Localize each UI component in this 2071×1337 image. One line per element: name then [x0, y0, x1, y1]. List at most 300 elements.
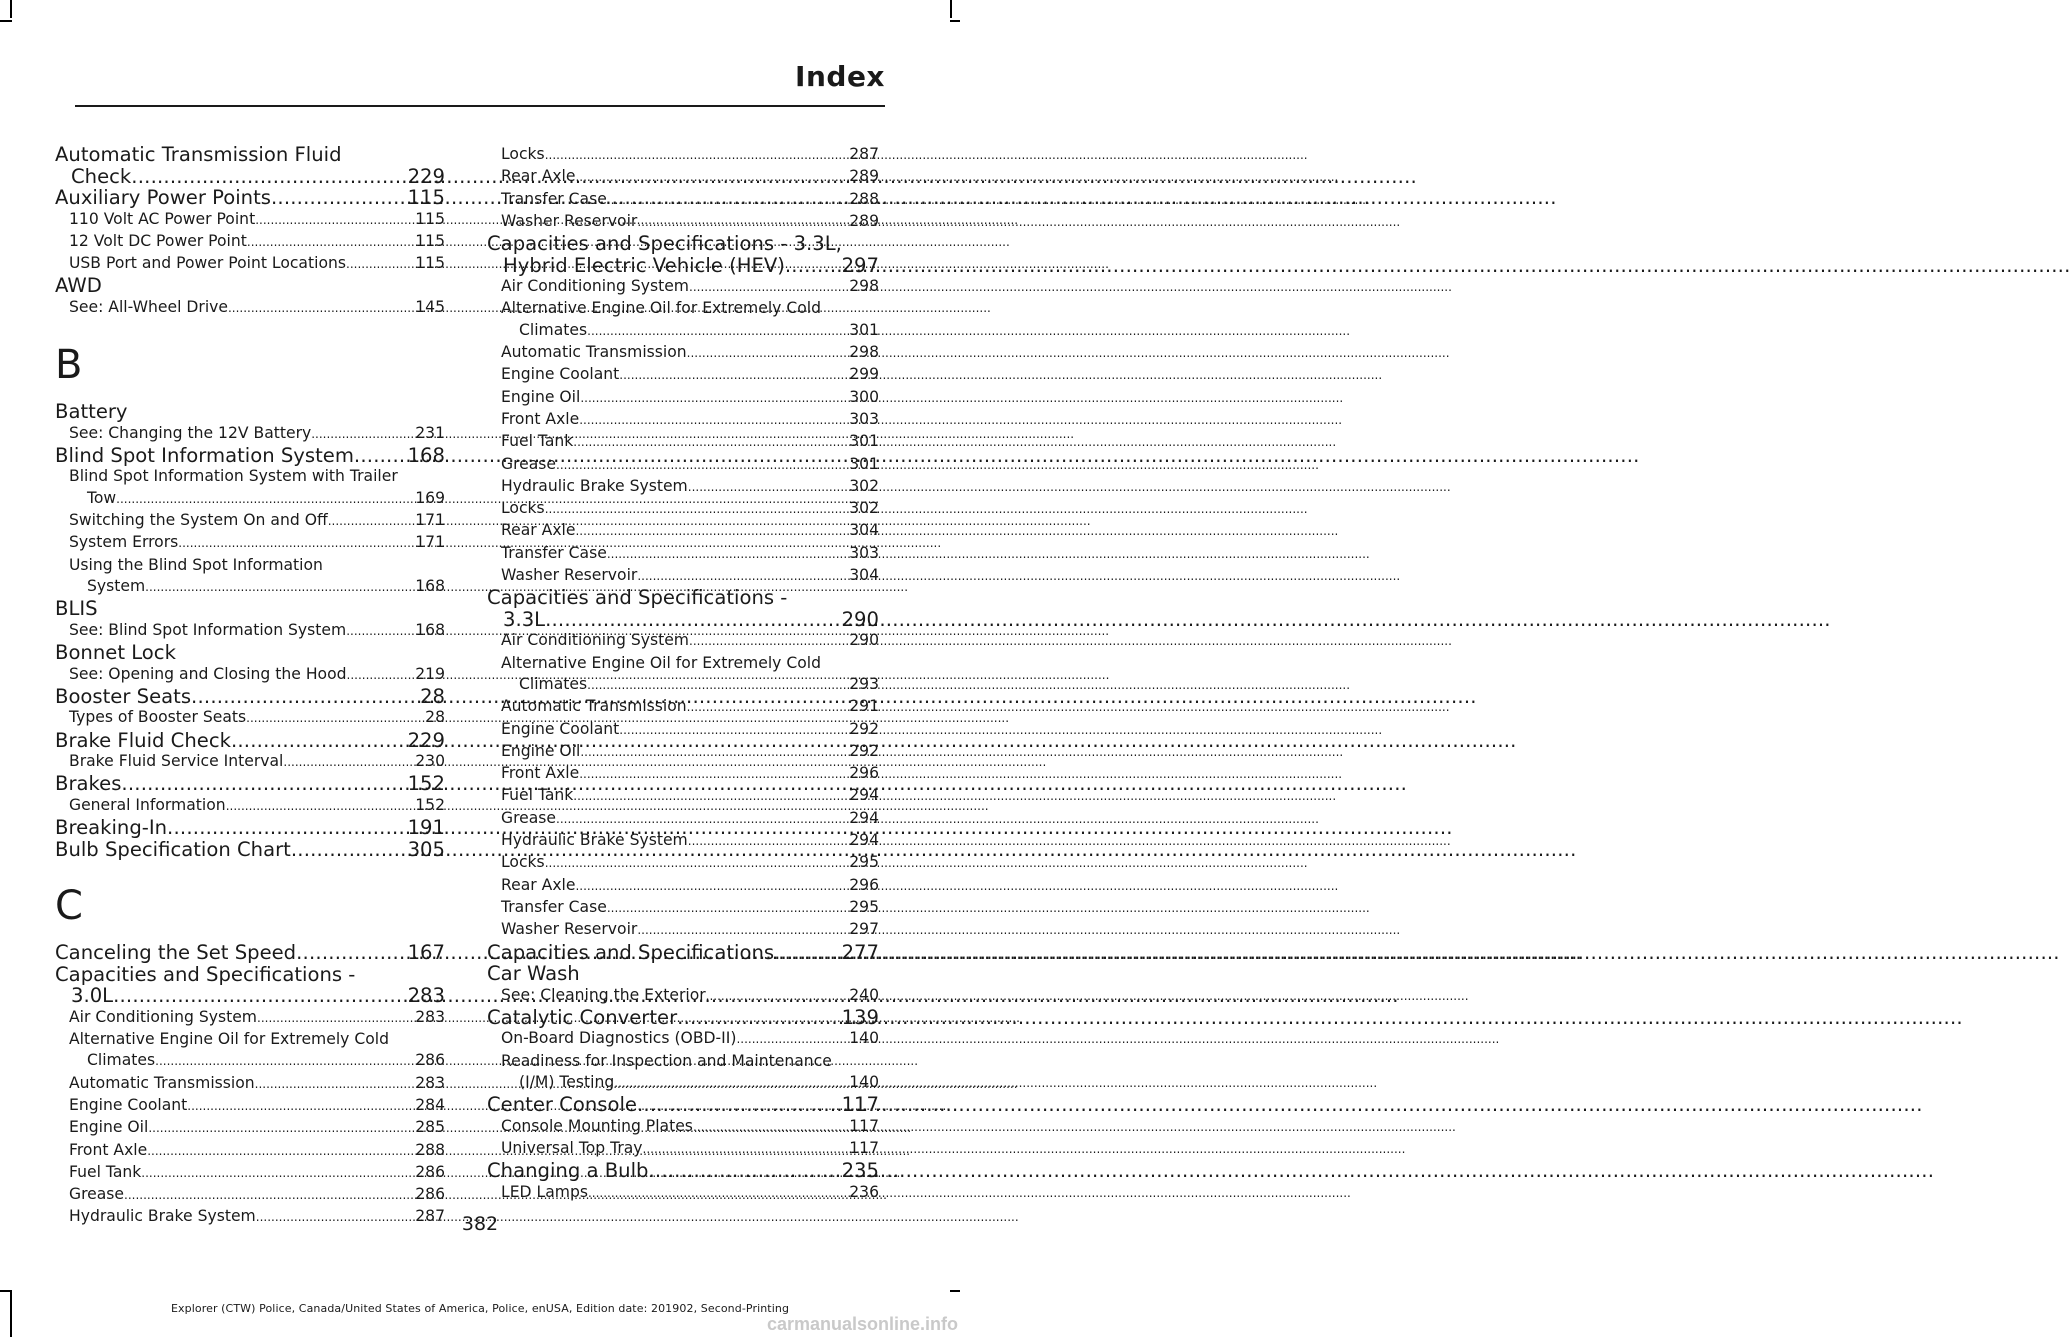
entry-text: Bulb Specification Chart [55, 837, 291, 861]
entry-text: Locks [501, 145, 545, 163]
dot-leader [291, 839, 408, 861]
dot-leader [148, 1118, 415, 1139]
dot-leader [774, 942, 842, 964]
entry-line [501, 696, 879, 718]
entry-line [501, 630, 879, 652]
page-reference[interactable]: 296 [849, 764, 879, 783]
page-reference[interactable]: 168 [415, 576, 445, 595]
page-reference[interactable]: 28 [420, 684, 445, 708]
dot-leader [580, 388, 849, 409]
dot-leader [575, 876, 849, 897]
index-entry[interactable] [55, 686, 445, 708]
index-entry[interactable] [487, 1094, 879, 1116]
entry-text: Hydraulic Brake System [501, 476, 688, 495]
page-reference[interactable]: 230 [415, 752, 445, 771]
entry-line [55, 642, 445, 664]
dot-leader [556, 809, 849, 830]
page-reference[interactable]: 283 [415, 1007, 445, 1026]
page-reference[interactable]: 191 [407, 816, 445, 840]
page-reference[interactable]: 298 [849, 277, 879, 296]
dot-leader [579, 410, 849, 431]
entry-text: Automatic Transmission [69, 1073, 255, 1092]
index-subentry[interactable] [487, 1028, 879, 1050]
entry-text: Types of Booster Seats [69, 708, 247, 727]
entry-line [501, 166, 879, 188]
page-reference[interactable]: 297 [841, 253, 879, 277]
entry-text: Blind Spot Information System [55, 443, 354, 467]
index-subentry[interactable] [487, 342, 879, 364]
entry-line [69, 1095, 445, 1117]
dot-leader [121, 773, 407, 795]
entry-line [487, 942, 879, 964]
page-reference[interactable]: 296 [849, 875, 879, 894]
page-reference[interactable]: 168 [407, 443, 445, 467]
entry-text: Locks [501, 499, 545, 518]
entry-line [501, 808, 879, 830]
page-reference[interactable]: 219 [415, 664, 445, 683]
page-reference[interactable]: 140 [849, 1029, 879, 1048]
entry-line [501, 543, 879, 565]
index-subentry[interactable] [487, 875, 879, 897]
page-reference[interactable]: 300 [849, 387, 879, 406]
entry-text: Automatic Transmission Fluid [55, 143, 342, 166]
index-entry[interactable] [55, 187, 445, 209]
page-reference[interactable]: 168 [415, 620, 445, 639]
dot-leader [167, 817, 408, 839]
page-reference[interactable]: 169 [415, 488, 445, 507]
dot-leader [545, 499, 850, 520]
page-reference[interactable]: 145 [415, 297, 445, 316]
page-reference[interactable]: 28 [425, 708, 445, 727]
index-subentry[interactable] [55, 209, 445, 231]
page-reference[interactable]: 299 [849, 365, 879, 384]
entry-line [501, 1116, 879, 1138]
page-reference[interactable]: 171 [415, 511, 445, 530]
page-reference[interactable]: 295 [849, 853, 879, 872]
index-subentry[interactable] [487, 543, 879, 565]
page-reference[interactable]: 283 [407, 984, 445, 1008]
dot-leader [736, 1029, 849, 1050]
index-subentry[interactable] [487, 897, 879, 919]
dot-leader [141, 1163, 415, 1184]
dot-leader [347, 665, 416, 686]
page-reference[interactable]: 303 [849, 409, 879, 428]
dot-leader [247, 232, 415, 253]
page-reference[interactable]: 292 [849, 719, 879, 738]
page-reference[interactable]: 167 [407, 941, 445, 965]
entry-line [501, 741, 879, 763]
entry-line [501, 342, 879, 364]
watermark: carmanualsonline.info [766, 1314, 958, 1334]
page-reference[interactable]: 115 [415, 231, 445, 250]
dot-leader [113, 985, 408, 1007]
entry-line [487, 255, 879, 277]
index-subentry[interactable] [487, 409, 879, 431]
index-subentry[interactable] [55, 1029, 445, 1073]
index-entry[interactable] [487, 1007, 879, 1029]
index-entry[interactable] [487, 1160, 879, 1182]
entry-text: Car Wash [487, 962, 580, 985]
entry-text: Capacities and Specifications [487, 940, 775, 964]
index-subentry[interactable] [55, 620, 445, 642]
page-reference[interactable]: 286 [415, 1051, 445, 1070]
page-reference[interactable]: 303 [849, 543, 879, 562]
entry-text: Engine Oil [69, 1118, 149, 1137]
index-entry[interactable] [55, 445, 445, 467]
page-reference[interactable]: 304 [849, 566, 879, 585]
page-reference[interactable]: 115 [415, 209, 445, 228]
index-subentry[interactable] [55, 1184, 445, 1206]
entry-line [69, 532, 445, 554]
index-subentry[interactable] [487, 1182, 879, 1204]
dot-leader [688, 477, 849, 498]
page-reference[interactable]: 298 [849, 343, 879, 362]
entry-text: Grease [69, 1185, 125, 1204]
entry-text: Air Conditioning System [69, 1007, 258, 1026]
index-entry[interactable] [487, 963, 879, 985]
entry-line [69, 297, 445, 319]
index-subentry[interactable] [487, 387, 879, 409]
dot-leader [346, 254, 415, 275]
index-subentry[interactable] [487, 189, 879, 211]
entry-line [69, 510, 445, 532]
entry-text: Bonnet Lock [55, 641, 176, 665]
entry-text: Blind Spot Information System with Trailer [69, 467, 398, 486]
page-reference[interactable]: 288 [849, 189, 879, 208]
entry-line [501, 387, 879, 409]
index-subentry[interactable] [487, 431, 879, 453]
index-subentry[interactable] [55, 466, 445, 510]
page-reference[interactable]: 285 [415, 1118, 445, 1137]
index-subentry[interactable] [55, 664, 445, 686]
edition-note: Explorer (CTW) Police, Canada/United States of America, Police, enUSA, Edition date: 201902, Second-Printing [170, 1302, 790, 1315]
dot-leader [619, 720, 849, 741]
entry-text-continued: Tow [87, 488, 117, 507]
page-reference[interactable]: 139 [841, 1005, 879, 1029]
index-subentry[interactable] [487, 166, 879, 188]
entry-line [55, 187, 445, 209]
entry-text: Changing a Bulb [487, 1159, 649, 1183]
index-subentry[interactable] [55, 423, 445, 445]
index-subentry[interactable] [55, 1117, 445, 1139]
dot-leader [689, 631, 849, 652]
page-reference[interactable]: 294 [849, 808, 879, 827]
entry-text-continued: Climates [519, 320, 588, 339]
entry-text: Fuel Tank [501, 432, 574, 451]
entry-text: Automatic Transmission [501, 343, 687, 362]
index-subentry[interactable] [487, 1051, 879, 1095]
dot-leader [688, 831, 849, 852]
entry-line [487, 1160, 879, 1182]
index-subentry[interactable] [487, 696, 879, 718]
entry-line [501, 785, 879, 807]
index-subentry[interactable] [487, 454, 879, 476]
index-subentry[interactable] [487, 830, 879, 852]
index-subentry[interactable] [487, 919, 879, 941]
index-subentry[interactable] [487, 653, 879, 697]
entry-text: Hydraulic Brake System [69, 1207, 256, 1226]
dot-leader [706, 986, 850, 1007]
entry-text-continued: Check [71, 164, 132, 188]
index-subentry[interactable] [487, 211, 879, 233]
index-subentry[interactable] [487, 1138, 879, 1160]
index-subentry[interactable] [487, 630, 879, 652]
dot-leader [637, 212, 849, 233]
entry-line [55, 401, 445, 423]
entry-line [487, 609, 879, 631]
index-subentry[interactable] [487, 763, 879, 785]
page-reference[interactable]: 301 [849, 320, 879, 339]
index-subentry[interactable] [55, 707, 445, 729]
dot-leader [147, 1141, 415, 1162]
dot-leader [271, 187, 408, 209]
page-reference[interactable]: 287 [849, 145, 879, 163]
index-entry[interactable] [487, 233, 879, 276]
dot-leader [637, 1094, 842, 1116]
page-reference[interactable]: 290 [849, 631, 879, 650]
index-subentry[interactable] [487, 719, 879, 741]
entry-text: Battery [55, 400, 128, 424]
page-reference[interactable]: 301 [849, 454, 879, 473]
header-divider [75, 105, 885, 107]
entry-text: BLIS [55, 597, 98, 621]
page-reference[interactable]: 231 [415, 423, 445, 442]
page-reference[interactable]: 277 [841, 940, 879, 964]
entry-text: See: Cleaning the Exterior [501, 985, 706, 1004]
entry-line [501, 565, 879, 587]
page-reference[interactable]: 287 [415, 1207, 445, 1226]
entry-text-continued: 3.0L [71, 984, 114, 1008]
entry-line [501, 985, 879, 1007]
index-subentry[interactable] [487, 298, 879, 342]
dot-leader [693, 1117, 849, 1138]
page-reference[interactable]: 286 [415, 1185, 445, 1204]
entry-text: LED Lamps [501, 1182, 588, 1201]
page-reference[interactable]: 289 [849, 167, 879, 186]
entry-text: Readiness for Inspection and Maintenance [501, 1051, 832, 1070]
index-subentry[interactable] [487, 808, 879, 830]
entry-text: On-Board Diagnostics (OBD-II) [501, 1029, 737, 1048]
index-entry[interactable] [55, 642, 445, 664]
index-subentry[interactable] [487, 276, 879, 298]
entry-text: General Information [69, 795, 226, 814]
dot-leader [614, 1073, 849, 1094]
entry-line [69, 231, 445, 253]
index-entry[interactable] [55, 964, 445, 1007]
index-subentry[interactable] [487, 785, 879, 807]
entry-line [69, 1117, 445, 1139]
index-subentry[interactable] [55, 253, 445, 275]
entry-text: See: Blind Spot Information System [69, 620, 347, 639]
crop-mark [950, 0, 952, 18]
dot-leader [226, 796, 416, 817]
entry-text: Hydraulic Brake System [501, 831, 688, 850]
entry-line [487, 963, 879, 985]
index-subentry[interactable] [55, 1140, 445, 1162]
entry-text: Rear Axle [501, 521, 576, 540]
page-reference[interactable]: 284 [415, 1095, 445, 1114]
crop-mark [0, 1290, 12, 1292]
dot-leader [131, 166, 407, 188]
page-reference[interactable]: 171 [415, 533, 445, 552]
index-subentry[interactable] [487, 741, 879, 763]
page-reference[interactable]: 286 [415, 1162, 445, 1181]
index-entry[interactable] [55, 401, 445, 423]
dot-leader [311, 424, 415, 445]
page-reference[interactable]: 302 [849, 499, 879, 518]
index-subentry[interactable] [487, 364, 879, 386]
entry-text: Alternative Engine Oil for Extremely Cold [501, 299, 822, 318]
index-subentry[interactable] [55, 1095, 445, 1117]
page-reference[interactable]: 288 [415, 1140, 445, 1159]
page-reference[interactable]: 229 [407, 164, 445, 188]
page-reference[interactable]: 302 [849, 476, 879, 495]
page-reference[interactable]: 240 [849, 985, 879, 1004]
index-subentry[interactable] [487, 144, 879, 166]
dot-leader [556, 455, 849, 476]
page-reference[interactable]: 295 [849, 897, 879, 916]
entry-text: Brake Fluid Service Interval [69, 752, 284, 771]
entry-line [55, 445, 445, 467]
dot-leader [619, 365, 849, 386]
page-reference[interactable]: 140 [849, 1072, 879, 1091]
entry-line [501, 320, 879, 342]
entry-text: Transfer Case [501, 543, 607, 562]
index-entry[interactable] [55, 839, 445, 861]
index-entry[interactable] [55, 773, 445, 795]
page-reference[interactable]: 283 [415, 1073, 445, 1092]
entry-line [501, 1028, 879, 1050]
page-reference[interactable]: 236 [849, 1182, 879, 1201]
page-reference[interactable]: 115 [407, 186, 445, 209]
page-reference[interactable]: 289 [849, 211, 879, 230]
page-reference[interactable]: 117 [849, 1116, 879, 1135]
index-entry[interactable] [55, 942, 445, 964]
index-entry[interactable] [55, 598, 445, 620]
dot-leader [637, 920, 849, 941]
index-entry[interactable] [487, 587, 879, 630]
page-reference[interactable]: 294 [849, 831, 879, 850]
entry-text: Capacities and Specifications - [487, 586, 788, 610]
dot-leader [145, 577, 415, 598]
page-reference[interactable]: 293 [849, 674, 879, 693]
dot-leader [228, 298, 415, 319]
index-subentry[interactable] [55, 1162, 445, 1184]
page-title: Index [795, 60, 885, 93]
index-subentry[interactable] [487, 520, 879, 542]
entry-text: Engine Coolant [501, 719, 620, 738]
dot-leader [178, 533, 415, 554]
index-entry[interactable] [55, 817, 445, 839]
index-entry[interactable] [55, 275, 445, 297]
index-subentry[interactable] [487, 1116, 879, 1138]
page-reference[interactable]: 294 [849, 786, 879, 805]
entry-line [69, 1050, 445, 1072]
section-letter: B [55, 342, 83, 389]
index-subentry[interactable] [55, 1073, 445, 1095]
page-reference[interactable]: 292 [849, 741, 879, 760]
entry-line [501, 919, 879, 941]
entry-line [487, 1094, 879, 1116]
section-letter: C [55, 883, 83, 930]
index-subentry[interactable] [487, 476, 879, 498]
page-reference[interactable]: 117 [849, 1138, 879, 1157]
dot-leader [689, 277, 849, 298]
page-reference[interactable]: 152 [407, 772, 445, 796]
dot-leader [246, 708, 425, 729]
entry-text: 110 Volt AC Power Point [69, 209, 256, 228]
entry-line [69, 795, 445, 817]
entry-text: Canceling the Set Speed [55, 941, 297, 965]
entry-line [55, 839, 445, 861]
index-subentry[interactable] [55, 532, 445, 554]
entry-line [501, 144, 879, 166]
page-reference[interactable]: 229 [407, 728, 445, 752]
page-reference[interactable]: 152 [415, 795, 445, 814]
index-subentry[interactable] [55, 1007, 445, 1029]
index-subentry[interactable] [487, 565, 879, 587]
index-subentry[interactable] [487, 498, 879, 520]
dot-leader [785, 255, 842, 277]
page-reference[interactable]: 301 [849, 432, 879, 451]
entry-line [501, 476, 879, 498]
index-subentry[interactable] [55, 231, 445, 253]
index-subentry[interactable] [55, 751, 445, 773]
entry-line [501, 1182, 879, 1204]
entry-line [501, 409, 879, 431]
page-reference[interactable]: 297 [849, 920, 879, 939]
index-subentry[interactable] [55, 795, 445, 817]
dot-leader [573, 786, 849, 807]
entry-text: Washer Reservoir [501, 211, 638, 230]
entry-text: Front Axle [69, 1140, 148, 1159]
page-reference[interactable]: 304 [849, 521, 879, 540]
index-subentry[interactable] [55, 555, 445, 599]
page-reference[interactable]: 291 [849, 697, 879, 716]
dot-leader [283, 752, 415, 773]
entry-line [501, 276, 879, 298]
entry-line [69, 707, 445, 729]
entry-line [501, 189, 879, 211]
entry-line [501, 520, 879, 542]
dot-leader [588, 1183, 849, 1204]
entry-line [69, 1073, 445, 1095]
dot-leader [575, 521, 849, 542]
index-entry[interactable] [55, 144, 445, 187]
dot-leader [124, 1185, 415, 1206]
index-subentry[interactable] [55, 510, 445, 532]
index-subentry[interactable] [55, 297, 445, 319]
index-entry[interactable] [55, 730, 445, 752]
page-reference[interactable]: 290 [841, 607, 879, 631]
entry-text: Rear Axle [501, 875, 576, 894]
index-subentry[interactable] [487, 985, 879, 1007]
entry-line [501, 763, 879, 785]
dot-leader [255, 1074, 416, 1095]
page-reference[interactable]: 117 [841, 1093, 879, 1117]
entry-text: Engine Oil [501, 387, 581, 406]
entry-text: Capacities and Specifications - 3.3L, [487, 232, 842, 256]
entry-text-continued: Hybrid Electric Vehicle (HEV) [503, 253, 785, 277]
page-reference[interactable]: 115 [415, 254, 445, 273]
entry-text: Capacities and Specifications - [55, 962, 356, 986]
dot-leader [296, 942, 407, 964]
entry-line [501, 211, 879, 233]
index-entry[interactable] [487, 942, 879, 964]
page-reference[interactable]: 305 [407, 837, 445, 861]
page-reference[interactable]: 235 [841, 1159, 879, 1183]
index-subentry[interactable] [487, 852, 879, 874]
